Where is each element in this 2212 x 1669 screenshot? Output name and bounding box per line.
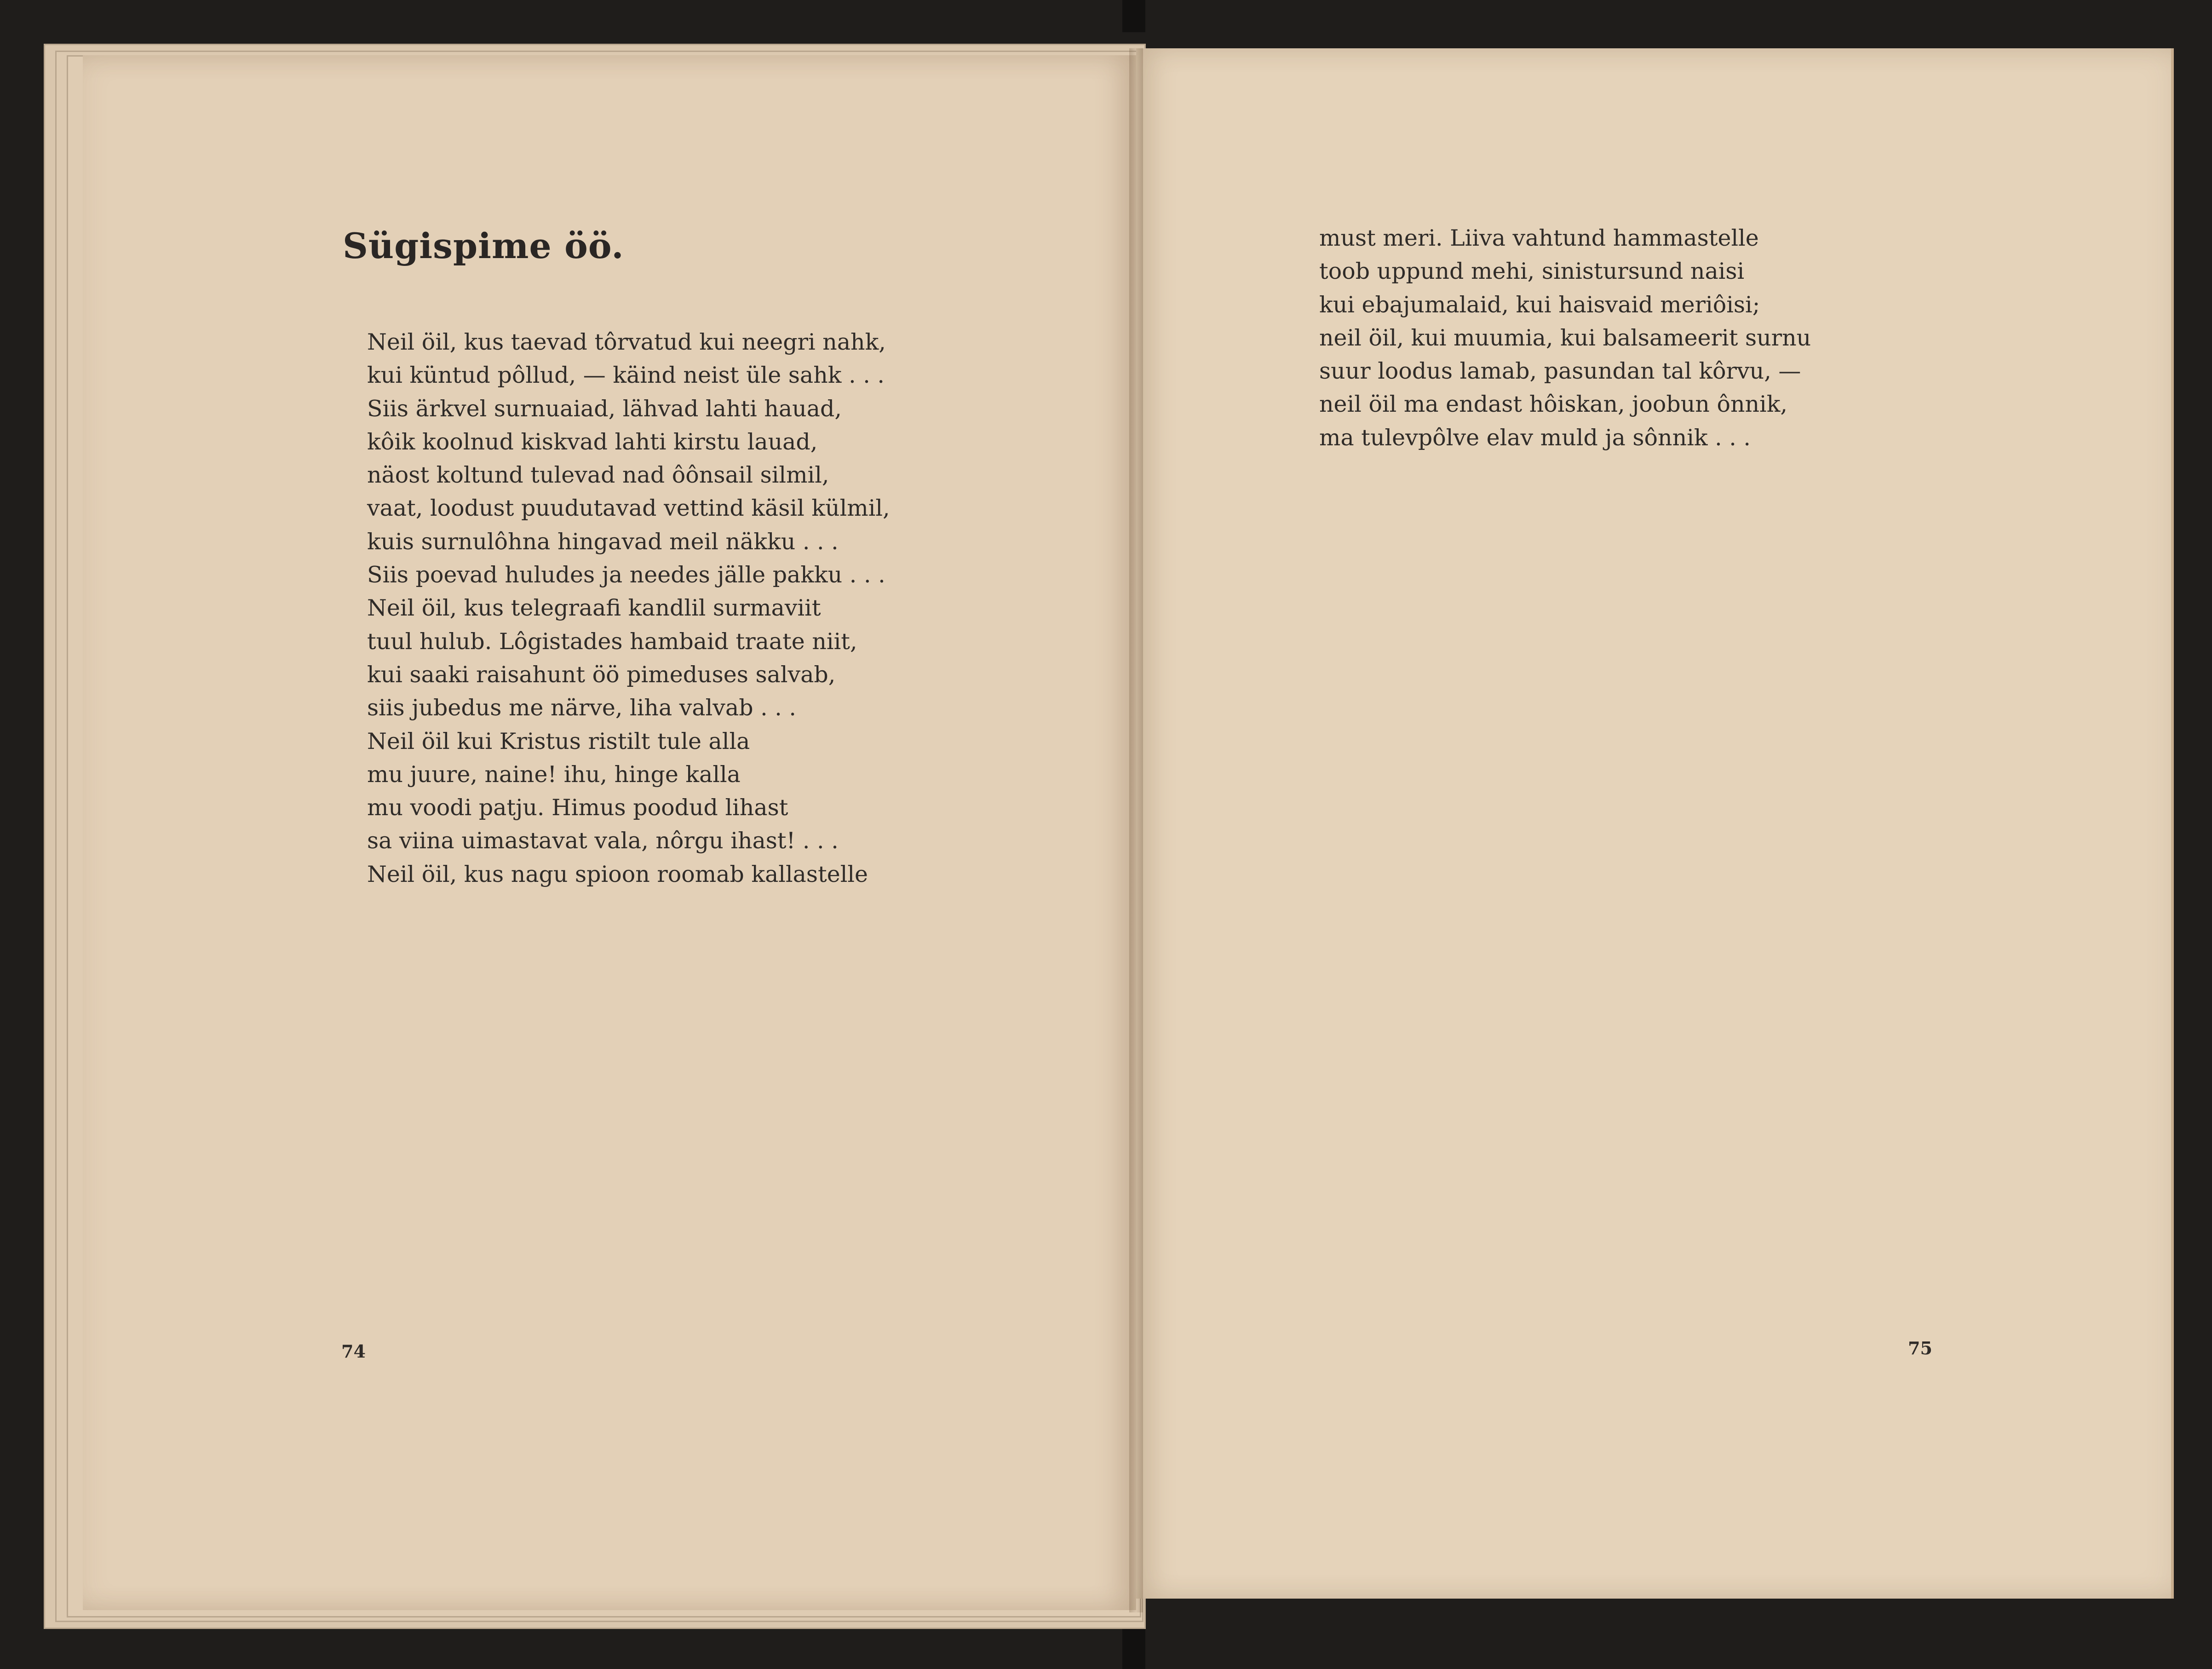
poem-line: neil öil, kui muumia, kui balsameerit surnu	[1319, 324, 1811, 351]
poem-line: ma tulevpôlve elav muld ja sônnik . . .	[1319, 424, 1751, 451]
poem-line: vaat, loodust puudutavad vettind käsil külmil,	[367, 495, 890, 522]
left-page-poem	[367, 326, 890, 891]
poem-line: suur loodus lamab, pasundan tal kôrvu, —	[1319, 358, 1801, 385]
poem-line: tuul hulub. Lôgistades hambaid traate niit,	[367, 628, 857, 655]
poem-line: kui ebajumalaid, kui haisvaid meriôisi;	[1319, 291, 1760, 318]
poem-line: näost koltund tulevad nad ôônsail silmil,	[367, 462, 829, 489]
poem-line: Neil öil, kus nagu spioon roomab kallastelle	[367, 861, 868, 887]
book-gutter	[1129, 48, 1143, 1612]
binding-clip-top	[1122, 0, 1145, 32]
poem-line: sa viina uimastavat vala, nôrgu ihast! . . .	[367, 828, 839, 854]
poem-line: kui saaki raisahunt öö pimeduses salvab,	[367, 661, 836, 688]
poem-line: mu juure, naine! ihu, hinge kalla	[367, 761, 741, 788]
poem-line: Neil öil kui Kristus ristilt tule alla	[367, 728, 750, 754]
page-number-left: 74	[341, 1341, 366, 1362]
poem-line: toob uppund mehi, sinistursund naisi	[1319, 258, 1745, 285]
poem-line: neil öil ma endast hôiskan, joobun ônnik,	[1319, 391, 1787, 418]
poem-line: kuis surnulôhna hingavad meil näkku . . .	[367, 528, 839, 555]
poem-line: Neil öil, kus telegraafi kandlil surmaviit	[367, 595, 821, 622]
poem-line: siis jubedus me närve, liha valvab . . .	[367, 695, 797, 721]
poem-line: Neil öil, kus taevad tôrvatud kui neegri nahk,	[367, 329, 886, 355]
poem-line: Siis poevad huludes ja needes jälle pakku . . .	[367, 562, 885, 588]
poem-line: kui küntud pôllud, — käind neist üle sahk . . .	[367, 362, 885, 389]
page-number-right: 75	[1908, 1338, 1932, 1358]
poem-line: kôik koolnud kiskvad lahti kirstu lauad,	[367, 428, 818, 455]
poem-line: must meri. Liiva vahtund hammastelle	[1319, 225, 1759, 251]
poem-title: Sügispime öö.	[343, 225, 624, 266]
poem-line: mu voodi patju. Himus poodud lihast	[367, 794, 788, 821]
poem-line: Siis ärkvel surnuaiad, lähvad lahti hauad,	[367, 395, 842, 422]
right-page-poem	[1319, 222, 1811, 455]
